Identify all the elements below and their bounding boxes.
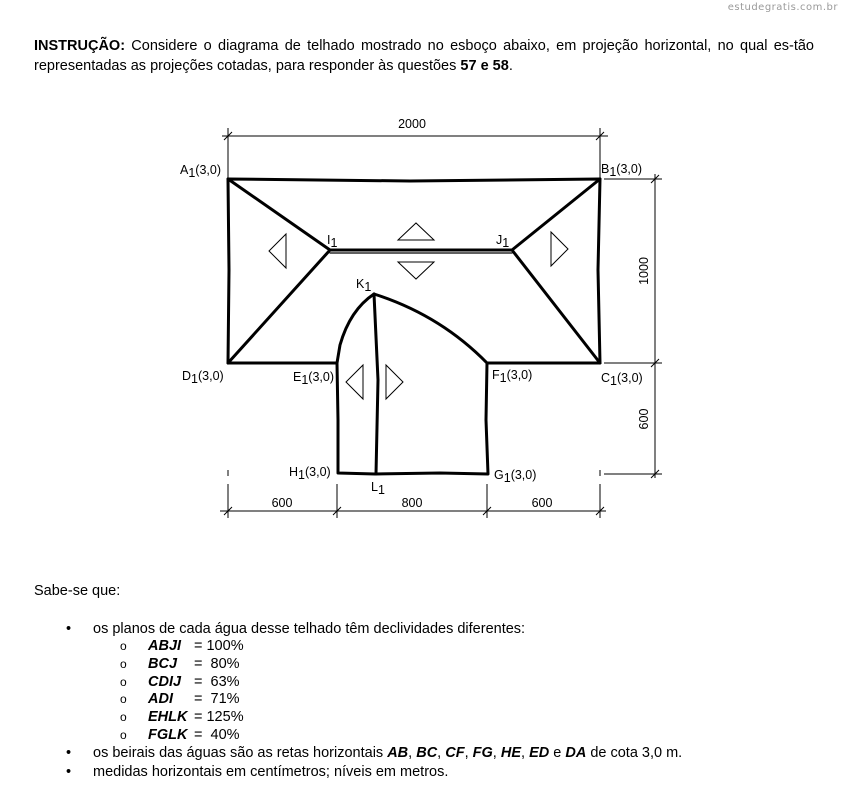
known-intro: Sabe-se que: bbox=[34, 583, 121, 599]
circle-bullet-icon: o bbox=[120, 639, 127, 653]
circle-bullet-icon: o bbox=[120, 657, 127, 671]
bullet-icon: • bbox=[66, 764, 72, 780]
dim-bottom-left: 600 bbox=[271, 496, 293, 510]
slope-plane: CDIJ bbox=[148, 674, 182, 690]
dim-right-upper: 1000 bbox=[637, 257, 651, 285]
slope-plane: ABJI bbox=[148, 638, 182, 654]
instruction-label: INSTRUÇÃO: bbox=[34, 38, 126, 54]
bullet-icon: • bbox=[66, 621, 72, 637]
flow-arrow-right-icon bbox=[551, 232, 568, 266]
flow-arrow-left-icon bbox=[346, 365, 363, 399]
slope-plane: FGLK bbox=[148, 727, 188, 743]
flow-arrow-left-icon bbox=[269, 234, 286, 268]
list-item-text: medidas horizontais em centímetros; níveis em metros. bbox=[93, 764, 449, 780]
dimension-lines bbox=[220, 128, 662, 518]
bullet-icon: • bbox=[66, 745, 72, 761]
point-label-b: B1(3,0) bbox=[601, 162, 642, 179]
slope-plane: EHLK bbox=[148, 709, 188, 725]
point-label-g: G1(3,0) bbox=[494, 468, 537, 485]
dim-bottom-mid: 800 bbox=[401, 496, 423, 510]
slope-value: = 125% bbox=[194, 709, 244, 725]
point-label-d: D1(3,0) bbox=[182, 369, 224, 386]
instruction-end: . bbox=[508, 58, 513, 74]
slope-item bbox=[120, 655, 240, 673]
list-item-text: os beirais das águas são as retas horizontais AB, BC, CF, FG, HE, ED e DA de cota 3,0 m. bbox=[93, 745, 683, 761]
point-label-k: K1 bbox=[356, 277, 372, 294]
slope-item bbox=[120, 726, 240, 744]
list-item-text: os planos de cada água desse telhado têm declividades diferentes: bbox=[93, 621, 526, 637]
slope-value: = 40% bbox=[194, 727, 240, 743]
question-number-57: 57 bbox=[460, 58, 477, 74]
slope-value: = 80% bbox=[194, 656, 240, 672]
watermark: estudegratis.com.br bbox=[727, 2, 838, 13]
dim-top: 2000 bbox=[398, 117, 426, 131]
flow-arrow-right-icon bbox=[386, 365, 403, 399]
instruction-text: Considere o diagrama de telhado mostrado no esboço abaixo, em projeção horizontal, no qual es-tão representadas as projeções cotadas, para responder às questões bbox=[34, 38, 814, 74]
flow-arrow-down-icon bbox=[398, 262, 434, 279]
flow-arrow-up-icon bbox=[398, 223, 434, 240]
slope-plane: BCJ bbox=[148, 656, 178, 672]
question-number-58: 58 bbox=[492, 58, 509, 74]
circle-bullet-icon: o bbox=[120, 675, 127, 689]
point-label-f: F1(3,0) bbox=[492, 368, 533, 385]
slope-plane: ADI bbox=[148, 691, 173, 707]
point-label-l: L1 bbox=[371, 480, 385, 497]
point-label-a: A1(3,0) bbox=[180, 163, 221, 180]
instruction-conjunction: e bbox=[476, 58, 493, 74]
slope-value: = 100% bbox=[194, 638, 244, 654]
point-label-e: E1(3,0) bbox=[293, 370, 334, 387]
slope-value: = 71% bbox=[194, 691, 240, 707]
point-label-i: I1 bbox=[327, 233, 338, 250]
slope-value: = 63% bbox=[194, 674, 240, 690]
slope-item bbox=[120, 637, 244, 655]
slope-item bbox=[120, 708, 244, 726]
dim-right-lower: 600 bbox=[637, 408, 651, 430]
roof-outline bbox=[228, 179, 600, 474]
point-label-j: J1 bbox=[496, 233, 510, 250]
circle-bullet-icon: o bbox=[120, 710, 127, 724]
point-label-c: C1(3,0) bbox=[601, 371, 643, 388]
point-label-h: H1(3,0) bbox=[289, 465, 331, 482]
slope-item bbox=[120, 673, 240, 691]
slope-item bbox=[120, 690, 240, 708]
circle-bullet-icon: o bbox=[120, 692, 127, 706]
circle-bullet-icon: o bbox=[120, 728, 127, 742]
dim-bottom-right: 600 bbox=[531, 496, 553, 510]
